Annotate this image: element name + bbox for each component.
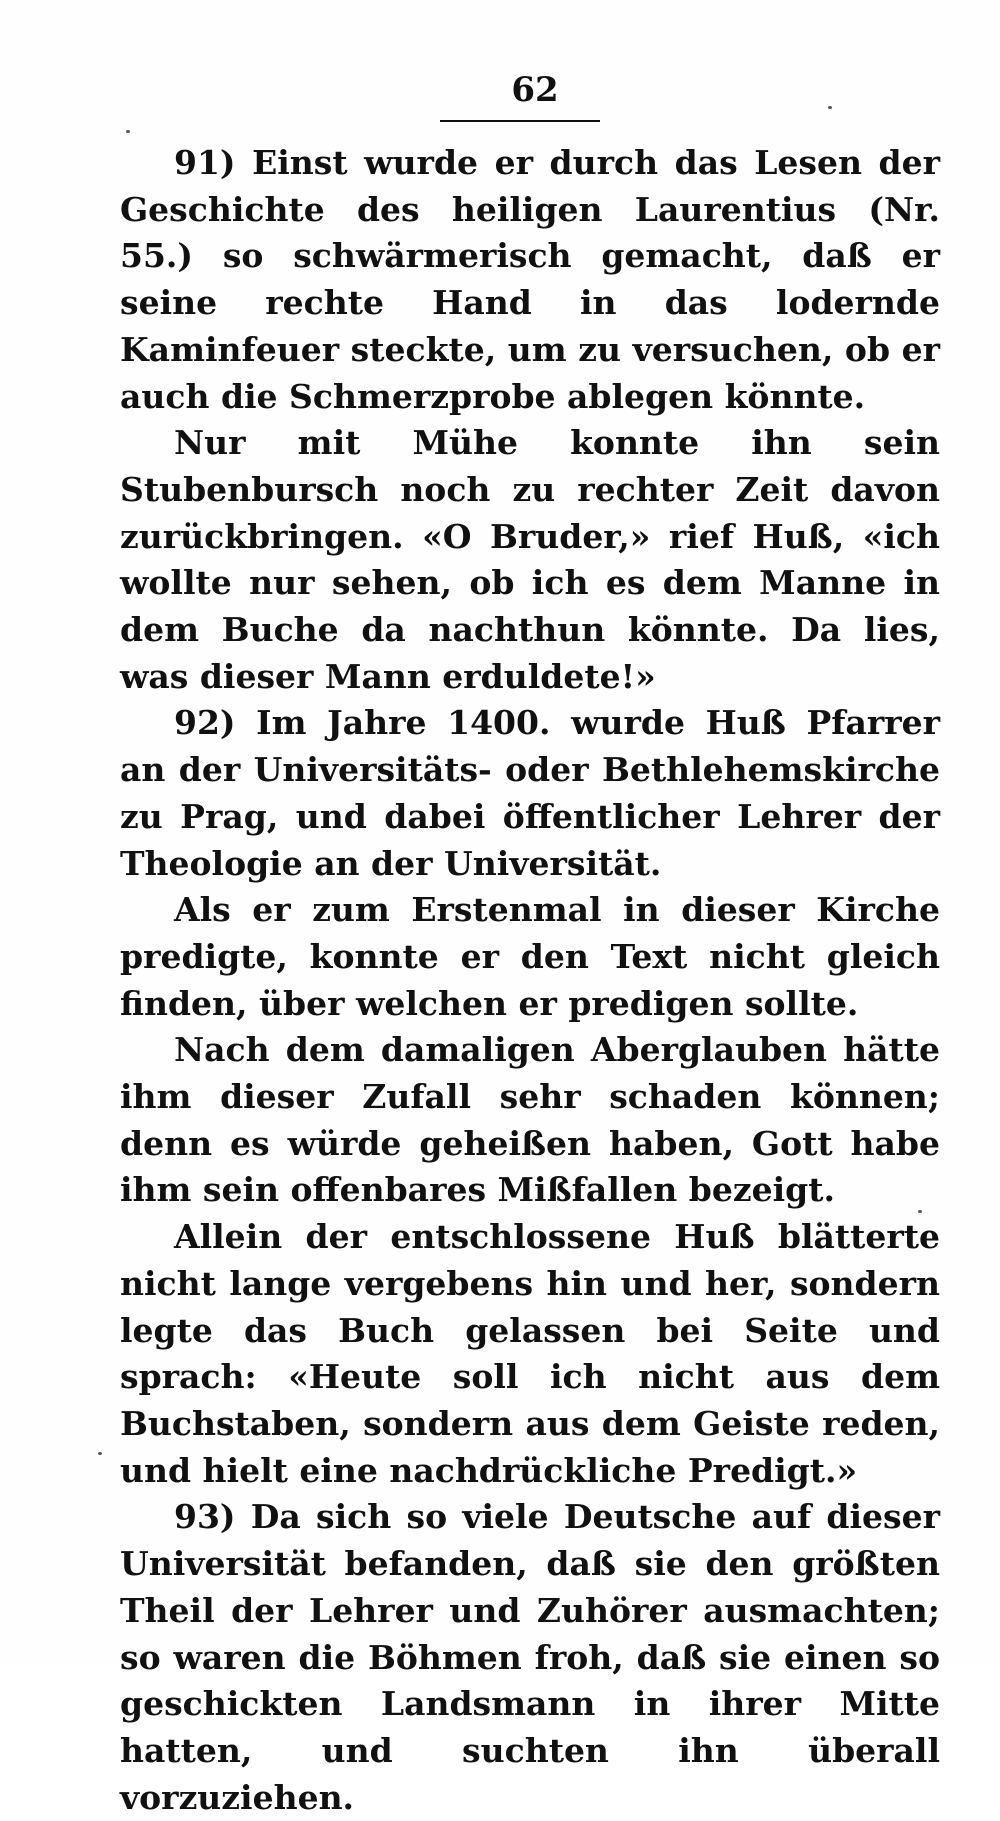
page-number: 62 (511, 70, 559, 110)
body-text (120, 140, 940, 1821)
print-speck (98, 1452, 102, 1455)
paragraph-92: 92) Im Jahre 1400. wurde Huß Pfarrer an der Universitäts- oder Bethlehemskirche zu Prag, und dabei öffentlicher Lehrer der Theologie an der Universität. (120, 703, 940, 883)
print-speck (126, 130, 130, 133)
paragraph-93: 93) Da sich so viele Deutsche auf dieser Universität befanden, daß sie den größten Theil der Lehrer und Zuhörer ausmachten; so waren die Böhmen froh, daß sie einen so geschickten Landsmann in ihrer Mitte hatten, und suchten ihn überall vorzuziehen. (120, 1497, 940, 1817)
paragraph-91-continued: Nur mit Mühe konnte ihn sein Stubenbursch noch zu rechter Zeit davon zurückbringen. «O Bruder,» rief Huß, «ich wollte nur sehen, ob ich es dem Manne in dem Buche da nachthun könnte. Da lies, was dieser Mann erduldete!» (120, 423, 940, 696)
paragraph-92-resolution: Allein der entschlossene Huß blätterte nicht lange vergebens hin und her, sondern legte das Buch gelassen bei Seite und sprach: «Heute soll ich nicht aus dem Buchstaben, sondern aus dem Geiste reden, und hielt eine nachdrückliche Predigt.» (120, 1217, 940, 1490)
print-speck (828, 106, 832, 109)
paragraph-92-sermon: Als er zum Erstenmal in dieser Kirche predigte, konnte er den Text nicht gleich finden, über welchen er predigen sollte. (120, 890, 940, 1023)
paragraph-91: 91) Einst wurde er durch das Lesen der Geschichte des heiligen Laurentius (Nr. 55.) so schwärmerisch gemacht, daß er seine rechte Hand in das lodernde Kaminfeuer steckte, um zu versuchen, ob er auch die Schmerzprobe ablegen könnte. (120, 143, 940, 416)
print-speck (918, 1210, 922, 1213)
paragraph-92-superstition: Nach dem damaligen Aberglauben hätte ihm dieser Zufall sehr schaden können; denn es würde geheißen haben, Gott habe ihm sein offenbares Mißfallen bezeigt. (120, 1030, 940, 1210)
header-rule (440, 120, 600, 122)
